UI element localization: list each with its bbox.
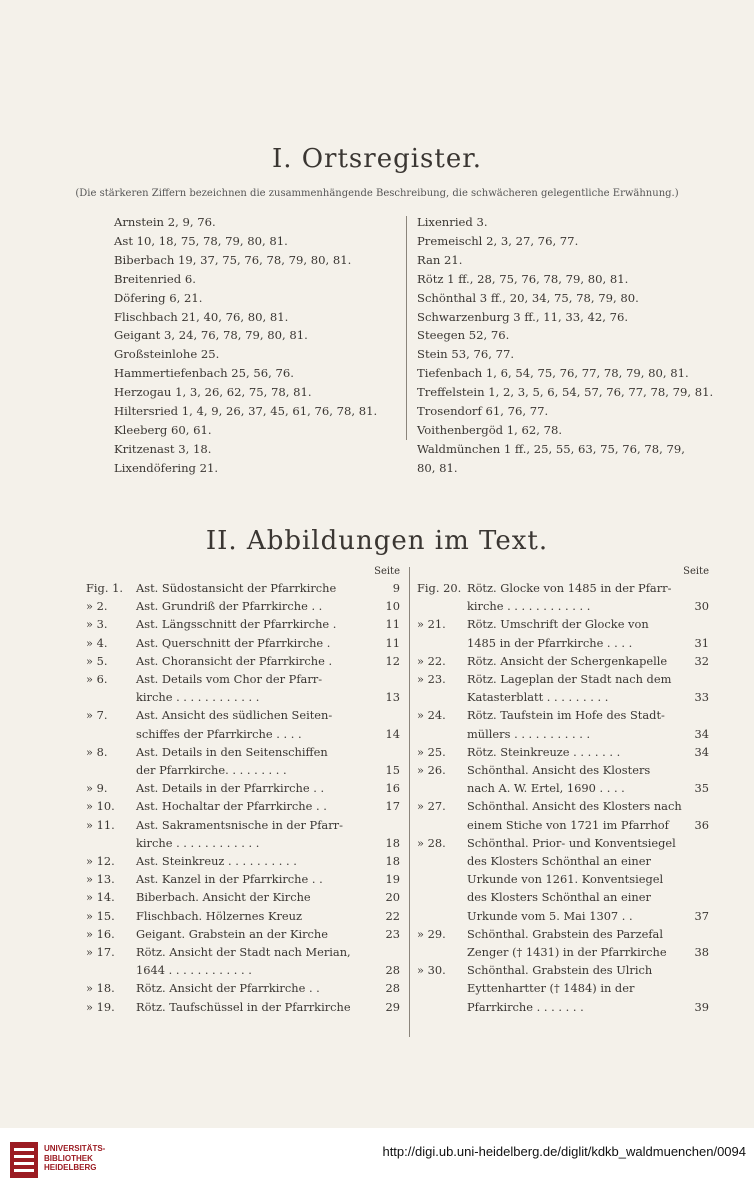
figure-caption: Eyttenhartter († 1484) in der (467, 981, 635, 996)
figure-page-number: 28 (385, 963, 400, 978)
figure-entry (86, 834, 400, 852)
figure-entry (417, 779, 709, 797)
figure-caption: Ast. Steinkreuz . . . . . . . . . . (136, 854, 297, 869)
figure-entry (417, 706, 709, 724)
figure-entry (86, 579, 400, 597)
figure-caption: müllers . . . . . . . . . . . (467, 726, 591, 741)
figure-entry (417, 834, 709, 852)
figure-page-number: 33 (694, 690, 709, 705)
figure-page-number: 18 (385, 854, 400, 869)
figure-caption: des Klosters Schönthal an einer (467, 854, 651, 869)
figure-entry (417, 961, 709, 979)
figure-page-number: 9 (392, 581, 400, 595)
figure-number: » 9. (86, 781, 108, 796)
figure-caption: einem Stiche von 1721 im Pfarrhof (467, 817, 669, 832)
figure-number: » 3. (86, 617, 108, 632)
figure-page-number: 10 (385, 599, 400, 614)
figure-number: » 25. (417, 744, 446, 759)
figure-entry (86, 870, 400, 888)
figure-caption: Rötz. Taufschüssel in der Pfarrkirche (136, 999, 351, 1014)
source-url-link[interactable]: http://digi.ub.uni-heidelberg.de/diglit/kdkb_waldmuenchen/0094 (382, 1144, 746, 1159)
figure-page-number: 11 (385, 635, 400, 650)
figure-entry (86, 634, 400, 652)
register-entry: Geigant 3, 24, 76, 78, 79, 80, 81. (114, 328, 308, 343)
figure-entry (417, 670, 709, 688)
figure-entry (417, 943, 709, 961)
figure-page-number: 39 (694, 999, 709, 1014)
register-entry: Schwarzenburg 3 ff., 11, 33, 42, 76. (417, 309, 629, 324)
figure-caption: Ast. Grundriß der Pfarrkirche . . (136, 599, 323, 614)
figure-number: » 21. (417, 617, 446, 632)
figure-caption: Geigant. Grabstein an der Kirche (136, 926, 329, 941)
figure-caption: Ast. Südostansicht der Pfarrkirche (136, 581, 337, 595)
register-entry: Lixenried 3. (417, 215, 488, 229)
figure-entry (86, 743, 400, 761)
figure-entry (417, 816, 709, 834)
figure-entry (86, 797, 400, 815)
section-title-abbildungen: II. Abbildungen im Text. (205, 526, 549, 556)
figure-entry (417, 725, 709, 743)
figure-number: » 2. (86, 599, 108, 614)
figure-entry (417, 615, 709, 633)
figures-right-column: Seite Fig. 20. Rötz. Glocke von 1485 in der Pfarr- kirche . . . . . . . . . . . . 30 » 21. Rötz. Umschrift der Glocke von 1485 in der Pfarrkirche . . . . 31 » 22. Rötz. Ansicht der Schergenkapelle 32 » 23. Rötz. Lageplan der Stadt nach dem Katasterblatt . . . . . . . . . 33 » 24. Rötz. Taufstein im Hofe des Stadt- müllers . . . . . . . . . . . 34 » 25. Rötz. Steinkreuze . . . . . . . 34 » 26. Schönthal. Ansicht des Klosters nach A. W. Ertel, 1690 . . . . 35 » 27. Schönthal. Ansicht des Klosters nach einem Stiche von 1721 im Pfarrhof 36 » 28. Schönthal. Prior- und Konventsiegel des Klosters Schönthal an einer Urkunde von 1261. Konventsiegel des Klosters Schönthal an einer Urkunde vom 5. Mai 1307 . . 37 » 29. Schönthal. Grabstein des Parzefal Zenger († 1431) in der Pfarrkirche 38 » 30. Schönthal. Grabstein des Ulrich Eyttenhartter († 1484) in der Pfarrkirche . . . . . . . 39 (417, 579, 709, 1016)
figure-entry (86, 943, 400, 961)
figure-caption: Katasterblatt . . . . . . . . . (467, 690, 609, 705)
figure-caption: schiffes der Pfarrkirche . . . . (136, 726, 302, 741)
register-entry: Premeischl 2, 3, 27, 76, 77. (417, 233, 579, 248)
figure-entry (86, 706, 400, 724)
register-entry: Arnstein 2, 9, 76. (114, 215, 216, 229)
register-entry: Steegen 52, 76. (417, 328, 510, 343)
figure-caption: Schönthal. Grabstein des Parzefal (467, 926, 663, 941)
register-entry: Voithenbergöd 1, 62, 78. (417, 422, 563, 437)
figure-entry (86, 888, 400, 906)
figures-left-column: Seite Fig. 1. Ast. Südostansicht der Pfarrkirche 9 » 2. Ast. Grundriß der Pfarrkirche . . 10 » 3. Ast. Längsschnitt der Pfarrkirche . 11 » 4. Ast. Querschnitt der Pfarrkirche . 11 » 5. Ast. Choransicht der Pfarrkirche . 12 » 6. Ast. Details vom Chor der Pfarr- kirche . . . . . . . . . . . . 13 » 7. Ast. Ansicht des südlichen Seiten- schiffes der Pfarrkirche . . . . 14 » 8. Ast. Details in den Seitenschiffen der Pfarrkirche. . . . . . . . . 15 » 9. Ast. Details in der Pfarrkirche . . 16 » 10. Ast. Hochaltar der Pfarrkirche . . 17 » 11. Ast. Sakramentsnische in der Pfarr- kirche . . . . . . . . . . . . 18 » 12. Ast. Steinkreuz . . . . . . . . . . 18 » 13. Ast. Kanzel in der Pfarrkirche . . 19 » 14. Biberbach. Ansicht der Kirche 20 » 15. Flischbach. Hölzernes Kreuz 22 » 16. Geigant. Grabstein an der Kirche 23 » 17. Rötz. Ansicht der Stadt nach Merian, 1644 . . . . . . . . . . . . 28 » 18. Rötz. Ansicht der Pfarrkirche . . 28 » 19. Rötz. Taufschüssel in der Pfarrkirche 29 (86, 579, 400, 1016)
figure-entry (417, 852, 709, 870)
figure-entry (417, 743, 709, 761)
figure-caption: Ast. Choransicht der Pfarrkirche . (136, 653, 333, 668)
figure-number: » 6. (86, 672, 108, 687)
register-entry: Waldmünchen 1 ff., 25, 55, 63, 75, 76, 78, 79, (417, 441, 685, 456)
figure-page-number: 38 (694, 945, 709, 960)
figure-page-number: 18 (385, 835, 400, 850)
library-line-3: HEIDELBERG (44, 1163, 97, 1172)
figure-caption: Rötz. Ansicht der Stadt nach Merian, (136, 945, 351, 960)
figure-number: » 16. (86, 926, 115, 941)
figure-caption: Urkunde vom 5. Mai 1307 . . (467, 908, 633, 923)
figure-caption: 1485 in der Pfarrkirche . . . . (467, 635, 633, 650)
heidelberg-library-logo-icon (8, 1140, 40, 1180)
register-entry: Ast 10, 18, 75, 78, 79, 80, 81. (114, 233, 288, 248)
figure-number: » 29. (417, 926, 446, 941)
figure-entry (86, 779, 400, 797)
register-entry: Großsteinlohe 25. (114, 347, 220, 362)
figure-caption: Schönthal. Prior- und Konventsiegel (467, 835, 676, 850)
figure-entry (417, 907, 709, 925)
figure-page-number: 37 (694, 908, 709, 923)
figure-entry (417, 688, 709, 706)
figure-number: » 13. (86, 872, 115, 887)
figure-caption: kirche . . . . . . . . . . . . (467, 599, 591, 614)
figure-number: » 28. (417, 835, 446, 850)
figure-page-number: 19 (385, 872, 400, 887)
library-line-1: UNIVERSITÄTS- (44, 1144, 106, 1153)
figure-entry (86, 925, 400, 943)
figure-number: » 18. (86, 981, 115, 996)
figure-page-number: 34 (694, 726, 709, 741)
figure-caption: Ast. Längsschnitt der Pfarrkirche . (136, 617, 337, 632)
figure-caption: Rötz. Taufstein im Hofe des Stadt- (467, 708, 665, 723)
figure-entry (417, 870, 709, 888)
figure-page-number: 30 (694, 599, 709, 614)
figure-number: » 27. (417, 799, 446, 814)
register-entry: Rötz 1 ff., 28, 75, 76, 78, 79, 80, 81. (417, 271, 629, 286)
figure-page-number: 28 (385, 981, 400, 996)
figure-number: » 17. (86, 945, 115, 960)
figure-caption: Ast. Details vom Chor der Pfarr- (136, 672, 323, 687)
figure-caption: kirche . . . . . . . . . . . . (136, 690, 260, 705)
figure-caption: Schönthal. Ansicht des Klosters (467, 763, 651, 778)
register-entry: Treffelstein 1, 2, 3, 5, 6, 54, 57, 76, 77, 78, 79, 81. (417, 385, 714, 400)
figure-page-number: 34 (694, 744, 709, 759)
figure-number: » 15. (86, 908, 115, 923)
figure-page-number: 32 (694, 653, 709, 668)
figure-number: » 5. (86, 653, 108, 668)
figure-caption: Ast. Kanzel in der Pfarrkirche . . (136, 872, 323, 887)
library-footer (0, 1128, 754, 1188)
figure-page-number: 31 (694, 635, 709, 650)
figure-caption: Ast. Sakramentsnische in der Pfarr- (136, 817, 343, 832)
register-entry: Schönthal 3 ff., 20, 34, 75, 78, 79, 80. (417, 290, 639, 305)
register-right-column (417, 213, 717, 478)
register-entry: Trosendorf 61, 76, 77. (417, 404, 549, 419)
figure-page-number: 22 (385, 908, 400, 923)
figure-caption: Schönthal. Grabstein des Ulrich (467, 963, 653, 978)
figure-entry (86, 998, 400, 1016)
figure-entry (86, 979, 400, 997)
figure-number: » 7. (86, 708, 108, 723)
register-entry: Hammertiefenbach 25, 56, 76. (114, 366, 294, 381)
register-note: (Die stärkeren Ziffern bezeichnen die zusammenhängende Beschreibung, die schwächeren gelegentliche Erwähnung.) (75, 188, 679, 199)
figure-number: » 8. (86, 744, 108, 759)
figure-caption: Ast. Querschnitt der Pfarrkirche . (136, 635, 331, 650)
figure-page-number: 35 (694, 781, 709, 796)
figure-entry (417, 979, 709, 997)
figure-caption: Rötz. Glocke von 1485 in der Pfarr- (467, 581, 672, 595)
register-entry: Herzogau 1, 3, 26, 62, 75, 78, 81. (114, 385, 312, 400)
figure-entry (417, 761, 709, 779)
figure-caption: Flischbach. Hölzernes Kreuz (136, 908, 302, 923)
register-entry: Stein 53, 76, 77. (417, 347, 515, 362)
figure-caption: Rötz. Umschrift der Glocke von (467, 617, 649, 632)
column-divider (406, 216, 407, 440)
figure-page-number: 29 (385, 999, 400, 1014)
figure-number: Fig. 1. (86, 581, 123, 595)
section-title-ortsregister: I. Ortsregister. (271, 144, 483, 174)
figure-entry (86, 615, 400, 633)
figure-page-number: 14 (385, 726, 400, 741)
figure-entry (417, 634, 709, 652)
figure-number: » 12. (86, 854, 115, 869)
figure-entry (86, 961, 400, 979)
figure-caption: 1644 . . . . . . . . . . . . (136, 963, 252, 978)
figure-entry (86, 688, 400, 706)
figure-entry (417, 925, 709, 943)
figure-page-number: 20 (385, 890, 400, 905)
figure-caption: Rötz. Ansicht der Schergenkapelle (467, 653, 668, 668)
figure-page-number: 12 (385, 653, 400, 668)
figures-divider (409, 567, 410, 1037)
figure-entry (86, 597, 400, 615)
figure-caption: Ast. Hochaltar der Pfarrkirche . . (136, 799, 327, 814)
figure-entry (417, 579, 709, 597)
figure-number: » 14. (86, 890, 115, 905)
figure-caption: Zenger († 1431) in der Pfarrkirche (467, 945, 667, 960)
figure-caption: Schönthal. Ansicht des Klosters nach (467, 799, 682, 814)
figure-caption: Ast. Details in der Pfarrkirche . . (136, 781, 325, 796)
figure-number: » 26. (417, 763, 446, 778)
figure-number: » 11. (86, 817, 115, 832)
figure-entry (86, 652, 400, 670)
figure-caption: Ast. Details in den Seitenschiffen (136, 744, 328, 759)
register-entry: Lixendöfering 21. (114, 460, 219, 475)
figure-caption: Urkunde von 1261. Konventsiegel (467, 872, 664, 887)
figure-caption: Rötz. Steinkreuze . . . . . . . (467, 744, 621, 759)
figure-number: Fig. 20. (417, 581, 462, 595)
register-left-column (114, 213, 394, 478)
register-entry: Biberbach 19, 37, 75, 76, 78, 79, 80, 81. (114, 252, 352, 267)
figure-caption: der Pfarrkirche. . . . . . . . . (136, 763, 287, 778)
register-entry: Hiltersried 1, 4, 9, 26, 37, 45, 61, 76, 78, 81. (114, 404, 378, 419)
figure-caption: Rötz. Ansicht der Pfarrkirche . . (136, 981, 320, 996)
figure-caption: Pfarrkirche . . . . . . . (467, 999, 584, 1014)
figure-caption: des Klosters Schönthal an einer (467, 890, 651, 905)
figure-entry (86, 670, 400, 688)
figure-entry (86, 816, 400, 834)
register-entry: Kritzenast 3, 18. (114, 441, 212, 456)
figure-number: » 19. (86, 999, 115, 1014)
register-entry: 80, 81. (417, 460, 458, 475)
figure-page-number: 17 (385, 799, 400, 814)
library-name (44, 1144, 105, 1173)
figure-number: » 23. (417, 672, 446, 687)
figure-caption: Rötz. Lageplan der Stadt nach dem (467, 672, 672, 687)
register-entry: Flischbach 21, 40, 76, 80, 81. (114, 309, 289, 324)
figure-page-number: 23 (385, 926, 400, 941)
figure-caption: kirche . . . . . . . . . . . . (136, 835, 260, 850)
figure-number: » 10. (86, 799, 115, 814)
library-line-2: BIBLIOTHEK (44, 1153, 93, 1163)
register-entry: Tiefenbach 1, 6, 54, 75, 76, 77, 78, 79, 80, 81. (417, 366, 689, 381)
figure-page-number: 13 (385, 690, 400, 705)
figure-entry (417, 652, 709, 670)
figure-number: » 24. (417, 708, 446, 723)
figure-entry (417, 797, 709, 815)
register-entry: Breitenried 6. (114, 271, 196, 286)
figure-entry (417, 888, 709, 906)
register-entry: Kleeberg 60, 61. (114, 422, 212, 437)
figure-number: » 30. (417, 963, 446, 978)
register-entry: Ran 21. (417, 252, 463, 267)
figure-caption: Biberbach. Ansicht der Kirche (136, 890, 311, 905)
figure-page-number: 36 (694, 817, 709, 832)
figure-entry (417, 597, 709, 615)
figure-page-number: 11 (385, 617, 400, 632)
figure-entry (86, 761, 400, 779)
figure-caption: Ast. Ansicht des südlichen Seiten- (136, 708, 333, 723)
register-entry: Döfering 6, 21. (114, 290, 203, 305)
figure-number: » 4. (86, 635, 108, 650)
figure-page-number: 15 (385, 763, 400, 778)
figure-entry (86, 725, 400, 743)
figure-entry (86, 907, 400, 925)
figure-caption: nach A. W. Ertel, 1690 . . . . (467, 781, 625, 796)
figure-entry (86, 852, 400, 870)
figure-entry (417, 998, 709, 1016)
figure-page-number: 16 (385, 781, 400, 796)
figure-number: » 22. (417, 653, 446, 668)
